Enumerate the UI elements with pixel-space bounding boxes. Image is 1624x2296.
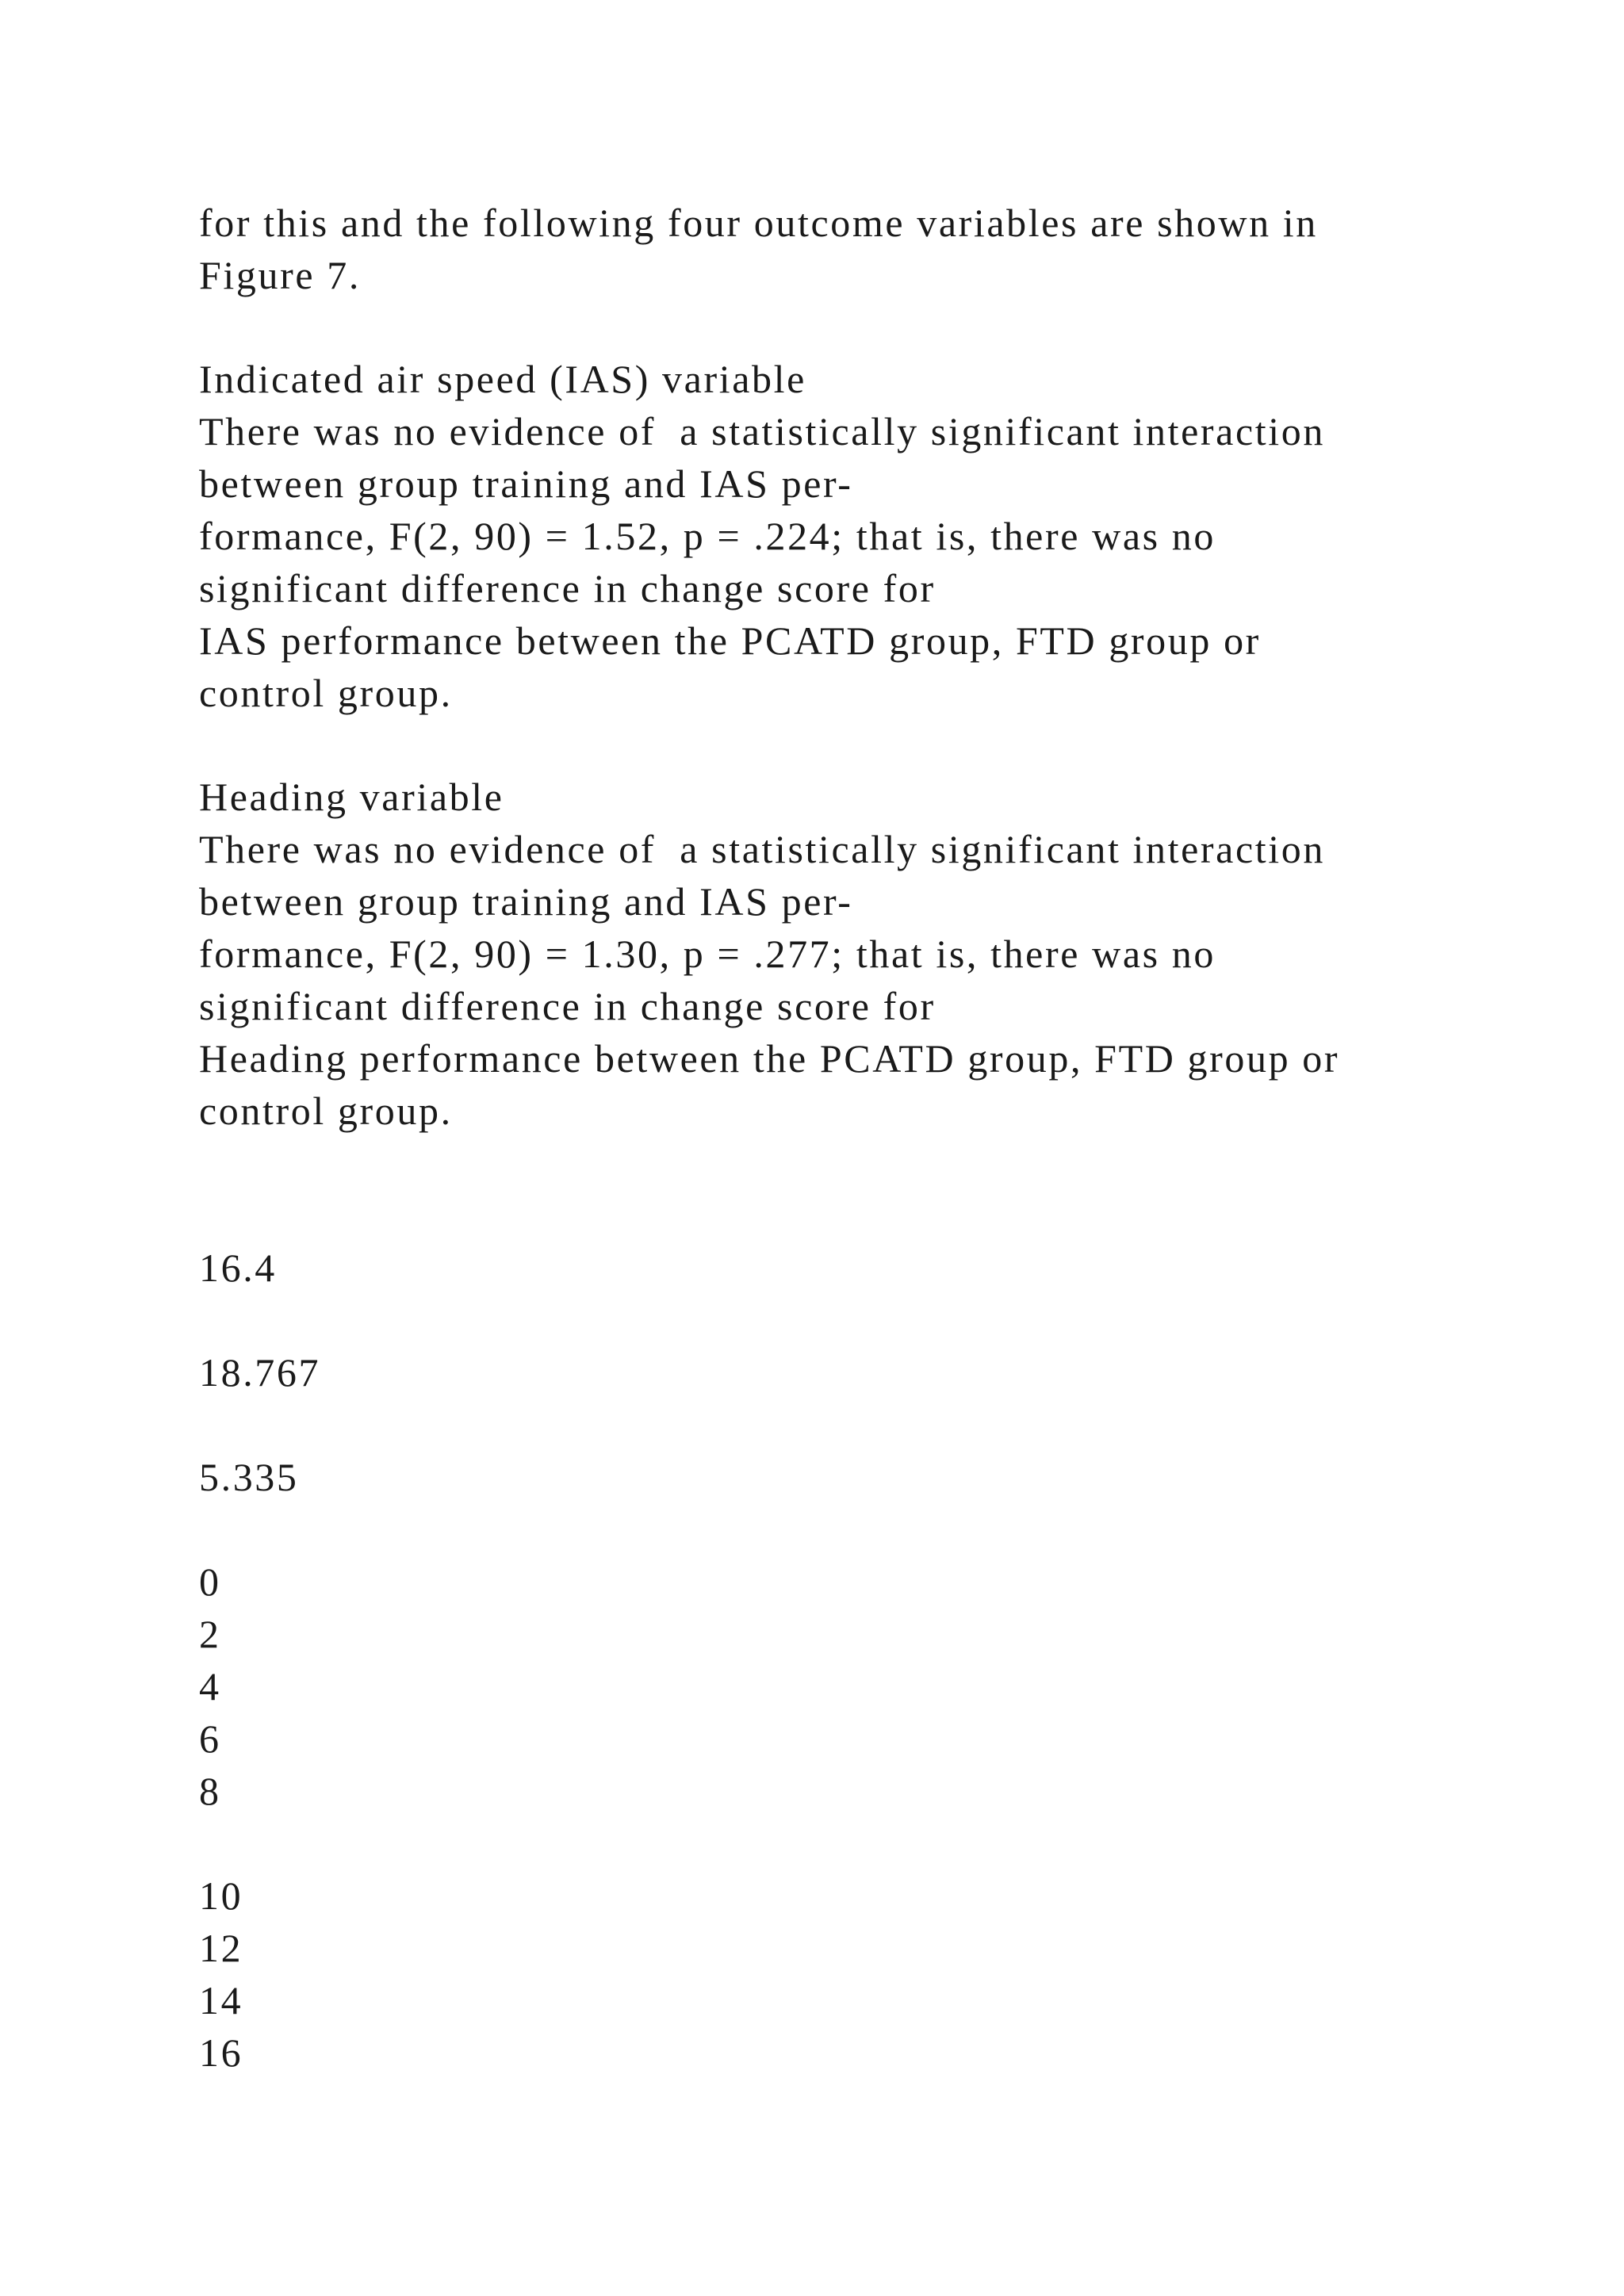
ias-body-line: between group training and IAS per- — [199, 461, 853, 506]
axis-tick: 10 — [199, 1873, 243, 1918]
axis-tick: 14 — [199, 1978, 243, 2022]
heading-body-line: formance, F(2, 90) = 1.30, p = .277; that is, there was no — [199, 932, 1216, 976]
figure-value: 18.767 — [199, 1350, 321, 1395]
ias-body-line: formance, F(2, 90) = 1.52, p = .224; that is, there was no — [199, 514, 1216, 558]
heading-section-heading: Heading variable — [199, 775, 504, 819]
figure-value: 16.4 — [199, 1246, 277, 1290]
heading-body-line: There was no evidence of a statistically significant interaction — [199, 827, 1325, 871]
axis-tick: 2 — [199, 1612, 221, 1656]
axis-tick: 16 — [199, 2030, 243, 2075]
ias-body-line: IAS performance between the PCATD group, FTD group or — [199, 618, 1261, 663]
axis-tick: 6 — [199, 1716, 221, 1761]
figure-value: 5.335 — [199, 1455, 299, 1499]
axis-tick: 12 — [199, 1926, 243, 1970]
ias-body-line: control group. — [199, 671, 453, 715]
ias-body-line: There was no evidence of a statistically significant interaction — [199, 409, 1325, 453]
intro-line: for this and the following four outcome variables are shown in — [199, 201, 1318, 245]
heading-body-line: Heading performance between the PCATD group, FTD group or — [199, 1036, 1340, 1081]
heading-body-line: between group training and IAS per- — [199, 879, 853, 924]
axis-tick: 8 — [199, 1769, 221, 1813]
axis-tick: 4 — [199, 1664, 221, 1709]
heading-body-line: control group. — [199, 1089, 453, 1133]
ias-section-heading: Indicated air speed (IAS) variable — [199, 357, 806, 401]
ias-body-line: significant difference in change score for — [199, 566, 936, 610]
intro-line: Figure 7. — [199, 253, 361, 297]
heading-body-line: significant difference in change score for — [199, 984, 936, 1028]
axis-tick: 0 — [199, 1559, 221, 1604]
